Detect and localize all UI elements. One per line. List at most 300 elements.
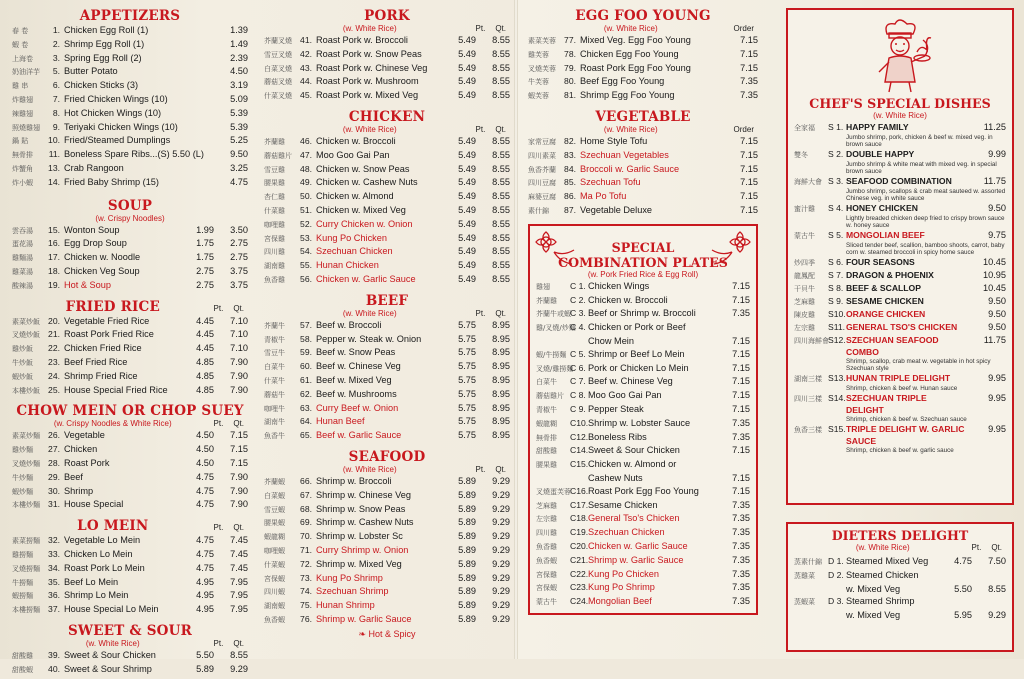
quart-price: 8.55	[988, 583, 1006, 594]
menu-item-row[interactable]	[536, 540, 750, 554]
menu-item-row[interactable]	[264, 613, 510, 627]
item-number: 42.	[300, 48, 312, 59]
item-number: 8.	[52, 107, 60, 118]
item-price: 11.75	[983, 176, 1006, 186]
item-number: 16.	[48, 238, 60, 249]
menu-item-row[interactable]	[12, 457, 248, 471]
menu-item-row[interactable]	[264, 245, 510, 259]
section-note: (w. White Rice)	[342, 464, 397, 474]
chinese-name: 魚香雞	[536, 542, 557, 551]
quart-price: 7.95	[230, 590, 248, 601]
menu-item-row[interactable]	[528, 62, 758, 76]
qt-header: Qt.	[233, 638, 244, 648]
chinese-name: 白菜牛	[536, 378, 557, 387]
chinese-name: 叉燒芙蓉	[528, 64, 556, 73]
item-name: Vegetable Lo Mein	[64, 535, 141, 546]
quart-price: 8.95	[492, 416, 510, 427]
menu-item-row[interactable]	[12, 24, 248, 38]
chinese-name: 蝦炒麵	[12, 487, 33, 496]
item-name: Roast Pork	[64, 457, 110, 468]
menu-item-row[interactable]	[264, 599, 510, 613]
item-name: Beef Egg Foo Young	[580, 76, 665, 87]
item-name: Shrimp Lo Mein	[64, 590, 129, 601]
pint-price: 5.75	[458, 361, 476, 372]
pt-header: Pt.	[475, 464, 486, 474]
item-price: 7.35	[732, 431, 750, 442]
menu-item-row[interactable]	[536, 444, 750, 458]
section-note: (w. Crispy Noodles & White Rice)	[53, 419, 172, 429]
menu-item-row[interactable]	[12, 370, 248, 384]
pint-price: 5.49	[458, 149, 476, 160]
menu-item-row[interactable]	[536, 294, 750, 308]
chinese-name: 牛炒麵	[12, 473, 33, 482]
chinese-name: 宮保雞	[536, 570, 557, 579]
menu-item-row[interactable]	[536, 485, 750, 499]
chinese-name: 白菜牛	[264, 363, 285, 372]
chinese-name: 雙冬	[794, 151, 808, 159]
item-price: 7.35	[732, 499, 750, 510]
menu-item-row[interactable]	[794, 256, 1006, 269]
section-title: CHICKEN	[348, 108, 426, 125]
menu-fold	[514, 0, 518, 659]
chinese-name: 什菜蝦	[264, 560, 285, 569]
menu-item-row[interactable]	[264, 544, 510, 558]
menu-item-row[interactable]	[264, 232, 510, 246]
item-name: Roast Pork w. Broccoli	[316, 35, 408, 45]
item-price: 9.99	[988, 149, 1006, 159]
menu-item-row[interactable]	[264, 360, 510, 374]
item-number: 28.	[48, 457, 60, 468]
menu-item-row[interactable]	[12, 485, 248, 499]
item-number: 50.	[300, 191, 312, 202]
quart-price: 8.55	[492, 163, 510, 174]
menu-item-row[interactable]	[12, 265, 248, 279]
quart-price: 7.45	[230, 548, 248, 559]
menu-item-row[interactable]	[12, 315, 248, 329]
item-price: 7.15	[740, 62, 758, 73]
column-4	[786, 8, 1014, 505]
item-number: 54.	[300, 246, 312, 257]
menu-item-row[interactable]	[794, 583, 1006, 596]
chinese-name: 雞麵湯	[12, 254, 33, 263]
menu-item-row[interactable]	[12, 562, 248, 576]
menu-item-row[interactable]	[264, 218, 510, 232]
menu-item-row[interactable]	[12, 589, 248, 603]
menu-item-row[interactable]	[12, 52, 248, 66]
item-number: C16.	[570, 485, 589, 496]
menu-item-row[interactable]	[794, 334, 1006, 358]
item-name: Beef w. Garlic Sauce	[316, 430, 402, 441]
item-name: Beef	[64, 471, 83, 482]
menu-item-row[interactable]	[12, 443, 248, 457]
pt-header: Pt.	[475, 124, 486, 134]
chili-icon: ❧	[358, 628, 366, 639]
menu-item-row[interactable]	[12, 663, 248, 677]
chinese-name: 四川海鮮會	[794, 337, 829, 345]
quart-price: 7.10	[230, 315, 248, 326]
menu-item-row[interactable]	[264, 429, 510, 443]
menu-item-row[interactable]	[794, 372, 1006, 385]
menu-item-row[interactable]	[794, 308, 1006, 321]
item-number: C 6.	[570, 362, 586, 373]
item-number: 40.	[48, 663, 60, 674]
item-name: Chicken w. Almond or	[588, 459, 677, 470]
item-name: Chicken Egg Roll (1)	[64, 25, 149, 35]
menu-item-row[interactable]	[12, 237, 248, 251]
item-name: Kung Po Chicken	[588, 568, 659, 579]
item-name: Szechuan Chicken	[588, 527, 665, 538]
menu-item-row[interactable]	[794, 555, 1006, 569]
menu-item-row[interactable]	[12, 79, 248, 93]
item-price: 1.39	[230, 25, 248, 35]
chinese-name: 春 卷	[12, 27, 29, 35]
item-name: Kung Po Shrimp	[316, 572, 383, 583]
item-name: ORANGE CHICKEN	[846, 309, 926, 319]
quart-price: 9.29	[492, 558, 510, 569]
item-number: 58.	[300, 333, 312, 344]
menu-item-row[interactable]	[264, 415, 510, 429]
pint-price: 4.95	[196, 576, 214, 587]
menu-item-row[interactable]	[12, 148, 248, 162]
menu-item-row[interactable]	[264, 402, 510, 416]
item-name: Vegetable Deluxe	[580, 204, 653, 215]
item-price: 7.15	[732, 390, 750, 401]
menu-item-row[interactable]	[794, 423, 1006, 447]
item-price: 7.35	[740, 76, 758, 87]
menu-item-row[interactable]	[12, 224, 248, 238]
menu-item-row[interactable]	[264, 346, 510, 360]
item-number: 53.	[300, 232, 312, 243]
pint-price: 4.75	[196, 499, 214, 510]
pint-price: 5.75	[458, 402, 476, 413]
menu-item-row[interactable]	[264, 62, 510, 76]
menu-item-row[interactable]	[12, 576, 248, 590]
menu-item-row[interactable]	[536, 389, 750, 403]
menu-item-row[interactable]	[264, 75, 510, 89]
menu-item-row[interactable]	[264, 89, 510, 103]
menu-item-row[interactable]	[264, 259, 510, 273]
menu-item-row[interactable]	[264, 273, 510, 287]
menu-item-row[interactable]	[12, 649, 248, 663]
pt-header: Pt.	[213, 419, 224, 429]
item-name: SESAME CHICKEN	[846, 296, 924, 306]
menu-item-row[interactable]	[536, 526, 750, 540]
menu-item-row[interactable]	[794, 392, 1006, 416]
quart-price: 8.55	[492, 90, 510, 101]
menu-item-row[interactable]	[794, 202, 1006, 215]
menu-item-row[interactable]	[264, 48, 510, 62]
menu-item-row[interactable]	[536, 431, 750, 445]
menu-item-row[interactable]	[264, 34, 510, 48]
menu-item-row[interactable]	[528, 34, 758, 48]
item-name: Chicken w. Snow Peas	[316, 163, 410, 174]
chinese-name: 蝦/牛撈麵	[536, 350, 567, 359]
section-note: (w. Pork Fried Rice & Egg Roll)	[587, 269, 699, 279]
menu-item-row[interactable]	[794, 609, 1006, 622]
menu-item-row[interactable]	[264, 374, 510, 388]
quart-price: 8.55	[492, 260, 510, 271]
item-price: 9.95	[988, 373, 1006, 383]
item-name: Boneless Spare Ribs...(S) 5.50 (L)	[64, 149, 204, 160]
chinese-name: 叉燒/雞撈麵	[536, 364, 574, 373]
chinese-name: 什菜雞	[264, 206, 285, 215]
menu-item-row[interactable]	[264, 149, 510, 163]
item-name: Roast Pork Lo Mein	[64, 562, 145, 573]
item-number: 52.	[300, 218, 312, 229]
item-number: S 4.	[828, 203, 844, 213]
item-name: SEAFOOD COMBINATION	[846, 176, 952, 186]
item-name: w. Mixed Veg	[846, 583, 901, 594]
chinese-name: 青椒牛	[264, 335, 285, 344]
menu-item-row[interactable]	[12, 471, 248, 485]
menu-item-row[interactable]	[528, 89, 758, 103]
menu-item-row[interactable]	[264, 475, 510, 489]
menu-item-row[interactable]	[794, 595, 1006, 609]
item-number: C18.	[570, 513, 589, 524]
menu-item-row[interactable]	[12, 93, 248, 107]
menu-item-row[interactable]	[12, 251, 248, 265]
menu-item-row[interactable]	[12, 107, 248, 121]
menu-item-row[interactable]	[528, 149, 758, 163]
menu-item-row[interactable]	[536, 403, 750, 417]
item-number: 41.	[300, 35, 312, 45]
item-name: Hot Chicken Wings (10)	[64, 107, 162, 118]
pint-price: 5.75	[458, 374, 476, 385]
menu-item-row[interactable]	[794, 282, 1006, 295]
item-name: HAPPY FAMILY	[846, 122, 909, 132]
menu-item-row[interactable]	[794, 321, 1006, 334]
menu-item-row[interactable]	[12, 603, 248, 617]
menu-item-row[interactable]	[12, 534, 248, 548]
menu-item-row[interactable]	[12, 162, 248, 176]
item-name: Fried/Steamed Dumplings	[64, 135, 171, 146]
item-name: Shrimp w. Garlic Sauce	[316, 613, 412, 624]
menu-item-row[interactable]	[536, 499, 750, 513]
chinese-name: 蝦撈麵	[12, 592, 33, 601]
item-number: 27.	[48, 444, 60, 455]
quart-price: 8.95	[492, 333, 510, 344]
menu-item-row[interactable]	[264, 388, 510, 402]
menu-item-row[interactable]	[264, 163, 510, 177]
item-name: Szechuan Vegetables	[580, 149, 669, 160]
chinese-name: 左宗雞	[536, 515, 557, 524]
item-name: Broccoli w. Garlic Sauce	[580, 163, 680, 174]
item-price: 7.35	[732, 513, 750, 524]
item-price: 5.25	[230, 135, 248, 146]
menu-item-row[interactable]	[12, 65, 248, 79]
item-name: Chicken Veg Soup	[64, 265, 140, 276]
item-name: Hunan Chicken	[316, 260, 379, 271]
item-name: Vegetable	[64, 430, 105, 441]
menu-item-row[interactable]	[536, 321, 750, 335]
menu-item-row[interactable]	[794, 121, 1006, 134]
menu-item-row[interactable]	[264, 503, 510, 517]
menu-item-row[interactable]	[536, 581, 750, 595]
section-note: (w. White Rice)	[873, 111, 927, 120]
quart-price: 8.95	[492, 347, 510, 358]
chinese-name: 無骨排	[12, 151, 33, 160]
menu-item-row[interactable]	[794, 295, 1006, 308]
item-price: 3.25	[230, 162, 248, 173]
item-name: Roast Pork w. Chinese Veg	[316, 62, 428, 73]
pint-price: 5.89	[196, 663, 214, 674]
menu-item-row[interactable]	[528, 135, 758, 149]
chinese-name: 魚香蝦	[264, 615, 285, 624]
menu-item-row[interactable]	[12, 498, 248, 512]
quart-price: 7.95	[230, 604, 248, 615]
section-note: (w. White Rice)	[342, 24, 397, 33]
item-name: Vegetable Fried Rice	[64, 315, 150, 326]
menu-item-row[interactable]	[264, 489, 510, 503]
item-description: Shrimp, chicken & beef w. Hunan sauce	[846, 385, 958, 392]
pt-header: Pt.	[475, 308, 486, 318]
pint-price: 1.75	[196, 252, 214, 263]
item-number: C17.	[570, 499, 589, 510]
menu-item-row[interactable]	[12, 356, 248, 370]
menu-item-row[interactable]	[528, 48, 758, 62]
item-number: 47.	[300, 149, 312, 160]
item-name: Chicken w. Broccoli	[316, 135, 396, 146]
item-number: 77.	[564, 35, 576, 45]
menu-item-row[interactable]	[264, 516, 510, 530]
chinese-name: 鍋 貼	[12, 137, 29, 146]
menu-item-row[interactable]	[264, 176, 510, 190]
menu-item-row[interactable]	[536, 554, 750, 568]
section-title: FRIED RICE	[65, 298, 160, 315]
pint-price: 5.49	[458, 232, 476, 243]
item-price: 7.15	[732, 348, 750, 359]
menu-item-row[interactable]	[264, 135, 510, 149]
menu-item-row[interactable]	[528, 176, 758, 190]
menu-item-row[interactable]	[794, 175, 1006, 188]
menu-item-row[interactable]	[12, 328, 248, 342]
menu-item-row[interactable]	[528, 204, 758, 218]
chinese-name: 照燒雞翅	[12, 123, 40, 132]
menu-item-row[interactable]	[264, 530, 510, 544]
menu-item-row[interactable]	[528, 163, 758, 177]
menu-item-row[interactable]	[12, 38, 248, 52]
menu-item-row[interactable]	[264, 319, 510, 333]
menu-item-row[interactable]	[12, 342, 248, 356]
chinese-name: 本樓撈麵	[12, 606, 40, 615]
item-name: Shrimp Egg Foo Young	[580, 90, 675, 101]
item-number: 84.	[564, 163, 576, 174]
item-number: 31.	[48, 499, 60, 510]
item-number: 23.	[48, 356, 60, 367]
menu-item-row[interactable]	[536, 472, 750, 485]
pint-price: 5.49	[458, 177, 476, 188]
quart-price: 2.75	[230, 252, 248, 263]
item-name: Chicken or Pork or Beef	[588, 322, 686, 333]
chinese-name: 甜酸雞	[536, 447, 557, 456]
pork-section	[264, 8, 510, 103]
item-number: 59.	[300, 347, 312, 358]
menu-item-row[interactable]	[794, 569, 1006, 583]
menu-item-row[interactable]	[536, 417, 750, 431]
menu-item-row[interactable]	[536, 568, 750, 582]
item-name: Beef w. Chinese Veg	[316, 361, 401, 372]
appetizers-section	[12, 8, 248, 190]
menu-item-row[interactable]	[12, 134, 248, 148]
menu-item-row[interactable]	[536, 335, 750, 348]
menu-item-row[interactable]	[536, 375, 750, 389]
item-name: Shrimp Fried Rice	[64, 370, 138, 381]
chinese-name: 雞菜湯	[12, 267, 33, 276]
pint-price: 5.89	[458, 517, 476, 528]
chinese-name: 蝦龍糊	[536, 419, 557, 428]
menu-item-row[interactable]	[12, 548, 248, 562]
order-header: Order	[733, 124, 754, 134]
menu-item-row[interactable]	[264, 558, 510, 572]
section-title: SOUP	[107, 197, 153, 214]
menu-item-row[interactable]	[12, 121, 248, 135]
section-note: (w. White Rice)	[342, 124, 397, 134]
menu-item-row[interactable]	[264, 190, 510, 204]
menu-item-row[interactable]	[794, 229, 1006, 242]
pt-header: Pt.	[213, 638, 224, 648]
combo-title-line2: COMBINATION PLATES	[558, 254, 728, 270]
menu-item-row[interactable]	[536, 458, 750, 472]
menu-item-row[interactable]	[12, 384, 248, 398]
menu-item-row[interactable]	[536, 595, 750, 609]
menu-item-row[interactable]	[264, 572, 510, 586]
item-number: 57.	[300, 319, 312, 330]
item-number: C 3.	[570, 308, 586, 319]
item-number: 1.	[52, 25, 60, 35]
chinese-name: 雪豆雞	[264, 165, 285, 174]
pint-price: 4.75	[196, 562, 214, 573]
item-name: Roast Pork w. Mushroom	[316, 76, 419, 87]
menu-item-row[interactable]	[536, 512, 750, 526]
item-name: Hunan Beef	[316, 416, 365, 427]
menu-item-row[interactable]	[536, 307, 750, 321]
menu-item-row[interactable]	[536, 348, 750, 362]
chinese-name: 青椒牛	[536, 405, 557, 414]
menu-item-row[interactable]	[12, 176, 248, 190]
menu-item-row[interactable]	[794, 269, 1006, 282]
menu-item-row[interactable]	[264, 333, 510, 347]
section-note: (w. White Rice)	[603, 24, 658, 33]
item-price: 7.15	[732, 445, 750, 456]
menu-item-row[interactable]	[536, 362, 750, 376]
menu-item-row[interactable]	[528, 75, 758, 89]
menu-item-row[interactable]	[528, 190, 758, 204]
chinese-name: 牛撈麵	[12, 578, 33, 587]
chinese-name: 芥蘭蝦	[264, 477, 285, 486]
menu-item-row[interactable]	[12, 429, 248, 443]
item-price: 9.50	[230, 149, 248, 160]
item-name: Shrimp w. Snow Peas	[316, 503, 406, 514]
item-number: 2.	[52, 38, 60, 49]
item-name: Fried Baby Shrimp (15)	[64, 176, 159, 187]
quart-price: 8.55	[492, 149, 510, 160]
chinese-name: 蝦 卷	[12, 40, 29, 49]
chinese-name: 干貝牛	[794, 285, 815, 293]
item-name: BEEF & SCALLOP	[846, 283, 921, 293]
menu-item-row[interactable]	[264, 585, 510, 599]
menu-item-row[interactable]	[264, 204, 510, 218]
pint-price: 5.89	[458, 475, 476, 486]
item-price: 10.95	[983, 270, 1006, 280]
menu-item-row[interactable]	[536, 280, 750, 294]
menu-item-row[interactable]	[794, 148, 1006, 161]
item-number: 51.	[300, 204, 312, 215]
pint-price: 1.75	[196, 238, 214, 249]
chinese-name: 叉燒炒飯	[12, 331, 40, 340]
menu-item-row[interactable]	[12, 279, 248, 293]
item-name: Wonton Soup	[64, 224, 120, 235]
item-price: 7.35	[732, 554, 750, 565]
